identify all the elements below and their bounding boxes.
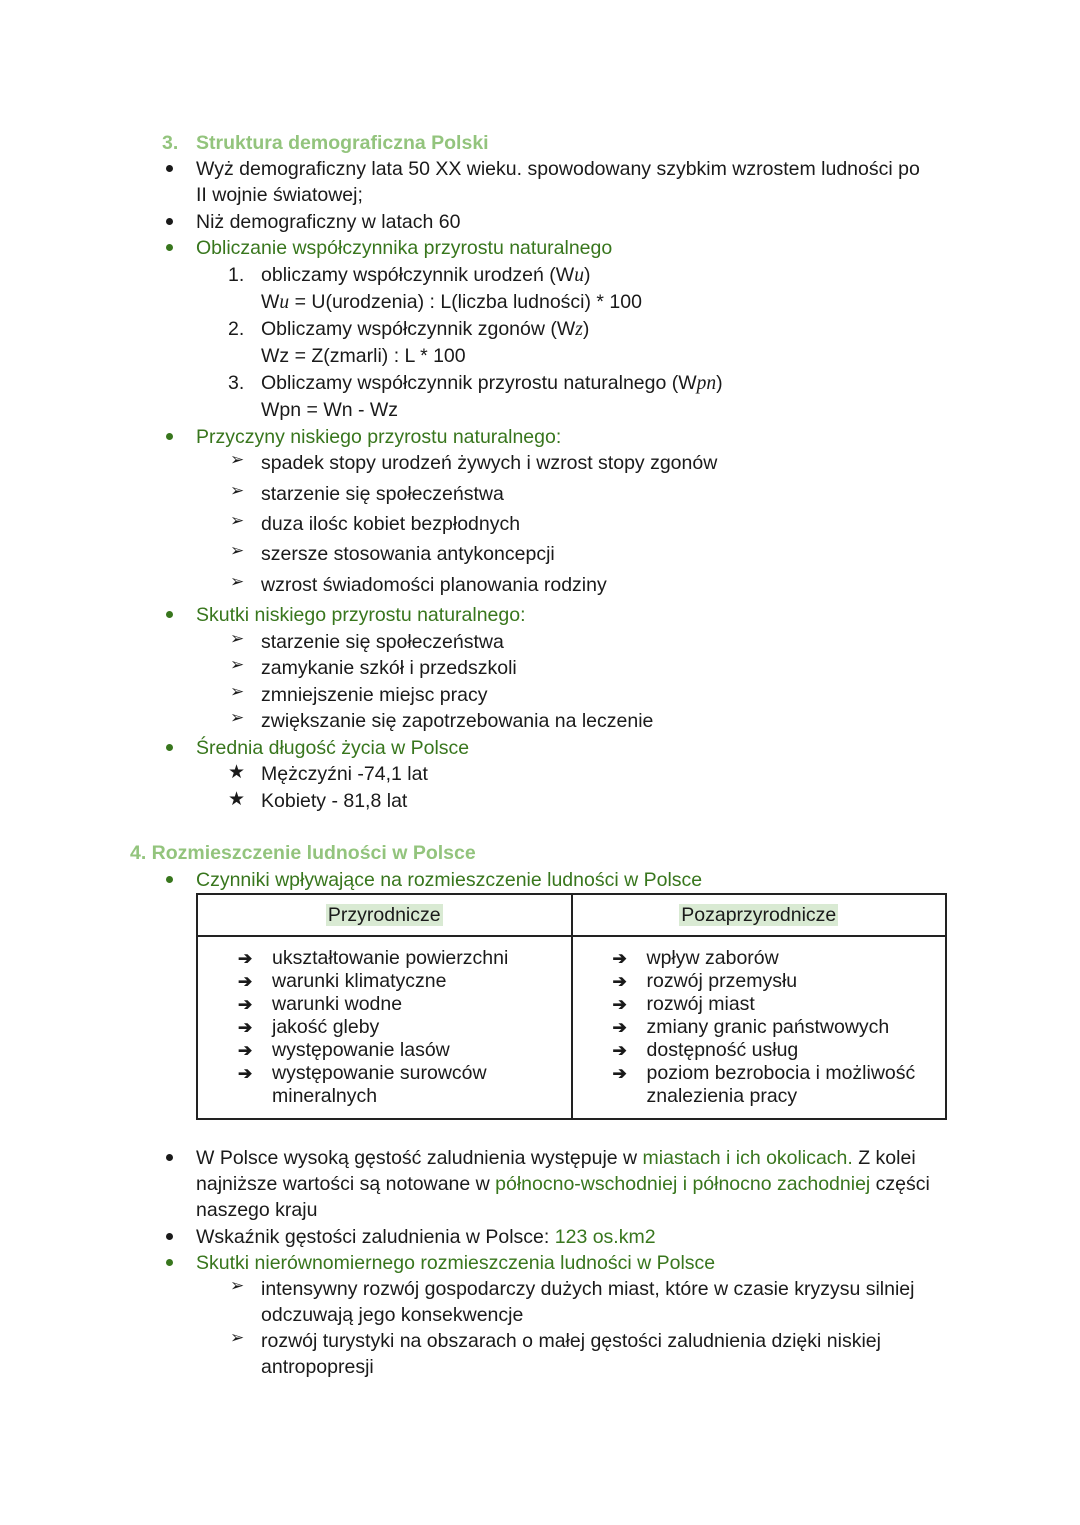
- list-item: [613, 1039, 946, 1062]
- right-arrow-icon: ➔: [612, 1064, 627, 1083]
- list-item: [613, 947, 946, 970]
- step-3-label: Obliczamy współczynnik przyrostu naturalnego (W: [261, 372, 697, 394]
- bullet-icon: [166, 876, 173, 883]
- arrowhead-icon: ➢: [230, 541, 245, 560]
- item-text: jakość gleby: [272, 1016, 380, 1038]
- step-3-close: ): [716, 372, 723, 394]
- list-item: [613, 1016, 946, 1039]
- bullet-icon: [166, 611, 173, 618]
- right-arrow-icon: ➔: [238, 1041, 253, 1060]
- gestosc-line-2: [196, 1171, 930, 1197]
- right-arrow-icon: ➔: [612, 949, 627, 968]
- table-cell-przyrodnicze: [197, 936, 572, 1119]
- przyrodnicze-list: [198, 937, 571, 1118]
- skutki-rozmieszczenia-title: Skutki nierównomiernego rozmieszczenia ludności w Polsce: [196, 1252, 716, 1274]
- right-arrow-icon: ➔: [612, 972, 627, 991]
- right-arrow-icon: ➔: [238, 995, 253, 1014]
- right-arrow-icon: ➔: [238, 972, 253, 991]
- bullet-wyz-cont: II wojnie światowej;: [196, 184, 363, 206]
- list-item: [238, 947, 571, 970]
- przyczyna-item: szersze stosowania antykoncepcji: [261, 543, 555, 565]
- arrowhead-icon: ➢: [230, 511, 245, 530]
- text: najniższe wartości są notowane w: [196, 1173, 496, 1195]
- right-arrow-icon: ➔: [238, 1064, 253, 1083]
- item-text: dostępność usług: [646, 1039, 799, 1061]
- bullet-icon: [166, 1233, 173, 1240]
- highlight-text: miastach i ich okolicach.: [642, 1147, 853, 1169]
- dlugosc-item-men: Mężczyźni -74,1 lat: [261, 763, 428, 785]
- section-4-title: 4. Rozmieszczenie ludności w Polsce: [130, 842, 476, 864]
- step-1-text: [261, 262, 590, 289]
- step-2-formula: Wz = Z(zmarli) : L * 100: [261, 345, 466, 367]
- text: Z kolei: [852, 1147, 916, 1169]
- przyczyny-title: Przyczyny niskiego przyrostu naturalnego:: [196, 426, 562, 448]
- table-cell-pozaprzyrodnicze: [572, 936, 947, 1119]
- skutek-item: zamykanie szkół i przedszkoli: [261, 657, 517, 679]
- step-1-math: u: [574, 265, 584, 286]
- header-label: Pozaprzyrodnicze: [681, 903, 837, 926]
- step-2-close: ): [582, 318, 590, 340]
- step-1-label: obliczamy współczynnik urodzeń (W: [261, 264, 575, 286]
- right-arrow-icon: ➔: [238, 949, 253, 968]
- step-1-formula: [261, 289, 642, 316]
- arrowhead-icon: ➢: [230, 629, 245, 648]
- item-text: warunki klimatyczne: [272, 970, 447, 992]
- czynniki-title: Czynniki wpływające na rozmieszczenie ludności w Polsce: [196, 869, 703, 891]
- bullet-icon: [166, 433, 173, 440]
- arrowhead-icon: ➢: [230, 450, 245, 469]
- text: W Polsce wysoką gęstość zaludnienia występuje w: [196, 1147, 643, 1169]
- step-3-formula: Wpn = Wn - Wz: [261, 399, 399, 421]
- bullet-icon: [166, 244, 173, 251]
- item-text: zmiany granic państwowych: [646, 1016, 890, 1038]
- skutek-rozm-1-line-2: odczuwają jego konsekwencje: [261, 1304, 524, 1326]
- dlugosc-item-women: Kobiety - 81,8 lat: [261, 790, 408, 812]
- wskaznik-line: [196, 1224, 656, 1250]
- step-3-math: pn: [696, 373, 717, 394]
- arrowhead-icon: ➢: [230, 572, 245, 591]
- right-arrow-icon: ➔: [238, 1018, 253, 1037]
- factors-table: [196, 893, 947, 1120]
- bullet-icon: [166, 165, 173, 172]
- step-1-number: 1.: [228, 264, 245, 286]
- section-3-number: 3.: [162, 132, 179, 154]
- step-1-close: ): [583, 264, 591, 286]
- bullet-icon: [166, 1259, 173, 1266]
- formula-rest: = U(urodzenia) : L(liczba ludności) * 100: [289, 291, 642, 313]
- step-2-label: Obliczamy współczynnik zgonów (W: [261, 318, 576, 340]
- item-text: występowanie surowców mineralnych: [272, 1062, 487, 1107]
- item-text: rozwój miast: [646, 993, 755, 1015]
- item-text: występowanie lasów: [272, 1039, 450, 1061]
- skutek-item: zwiększanie się zapotrzebowania na leczenie: [261, 710, 654, 732]
- gestosc-line-1: [196, 1145, 916, 1171]
- bullet-wyz: Wyż demograficzny lata 50 XX wieku. spowodowany szybkim wzrostem ludności po: [196, 158, 920, 180]
- item-text: ukształtowanie powierzchni: [272, 947, 509, 969]
- list-item: [238, 1016, 571, 1039]
- wskaznik-value: 123 os.km2: [554, 1226, 656, 1248]
- dlugosc-title: Średnia długość życia w Polsce: [196, 737, 470, 759]
- step-3-text: [261, 370, 723, 397]
- item-text: poziom bezrobocia i możliwość znalezienia pracy: [646, 1062, 916, 1107]
- arrowhead-icon: ➢: [230, 682, 245, 701]
- list-item: [238, 1039, 571, 1062]
- skutek-item: zmniejszenie miejsc pracy: [261, 684, 488, 706]
- gestosc-line-3: naszego kraju: [196, 1199, 318, 1221]
- arrowhead-icon: ➢: [230, 655, 245, 674]
- list-item: [613, 1062, 937, 1108]
- list-item: [238, 1062, 502, 1108]
- list-item: [238, 993, 571, 1016]
- skutki-title: Skutki niskiego przyrostu naturalnego:: [196, 604, 526, 626]
- star-icon: ★: [228, 762, 246, 783]
- arrowhead-icon: ➢: [230, 1276, 245, 1295]
- star-icon: ★: [228, 789, 246, 810]
- skutek-item: starzenie się społeczeństwa: [261, 631, 504, 653]
- bullet-icon: [166, 218, 173, 225]
- table-header-przyrodnicze: [197, 894, 572, 936]
- formula-w: W: [261, 291, 280, 313]
- step-2-math: z: [575, 319, 583, 340]
- text: części: [870, 1173, 930, 1195]
- step-2-text: [261, 316, 589, 343]
- arrowhead-icon: ➢: [230, 708, 245, 727]
- item-text: wpływ zaborów: [646, 947, 779, 969]
- skutek-rozm-1-line-1: intensywny rozwój gospodarczy dużych miast, które w czasie kryzysu silniej: [261, 1278, 915, 1300]
- przyczyna-item: spadek stopy urodzeń żywych i wzrost stopy zgonów: [261, 452, 718, 474]
- przyczyna-item: wzrost świadomości planowania rodziny: [261, 574, 607, 596]
- item-text: rozwój przemysłu: [646, 970, 798, 992]
- skutek-rozm-2-line-1: rozwój turystyki na obszarach o małej gęstości zaludnienia dzięki niskiej: [261, 1330, 881, 1352]
- bullet-obliczanie: Obliczanie współczynnika przyrostu naturalnego: [196, 237, 613, 259]
- bullet-niz: Niż demograficzny w latach 60: [196, 211, 461, 233]
- arrowhead-icon: ➢: [230, 481, 245, 500]
- list-item: [613, 970, 946, 993]
- formula-math: u: [279, 292, 290, 313]
- list-item: [238, 970, 571, 993]
- right-arrow-icon: ➔: [612, 1018, 627, 1037]
- skutek-rozm-2-line-2: antropopresji: [261, 1356, 374, 1378]
- table-header-row: [197, 894, 946, 936]
- pozaprzyrodnicze-list: [573, 937, 946, 1118]
- table-row: [197, 936, 946, 1119]
- arrowhead-icon: ➢: [230, 1328, 245, 1347]
- step-3-number: 3.: [228, 372, 245, 394]
- table-header-pozaprzyrodnicze: [572, 894, 947, 936]
- step-2-number: 2.: [228, 318, 245, 340]
- bullet-icon: [166, 744, 173, 751]
- przyczyna-item: starzenie się społeczeństwa: [261, 483, 504, 505]
- header-label: Przyrodnicze: [327, 903, 441, 926]
- section-3-title: Struktura demograficzna Polski: [196, 132, 489, 154]
- bullet-icon: [166, 1154, 173, 1161]
- przyczyna-item: duza ilośc kobiet bezpłodnych: [261, 513, 521, 535]
- right-arrow-icon: ➔: [612, 1041, 627, 1060]
- right-arrow-icon: ➔: [612, 995, 627, 1014]
- item-text: warunki wodne: [272, 993, 403, 1015]
- highlight-text: północno-wschodniej i północno zachodniej: [495, 1173, 871, 1195]
- wskaznik-label: Wskaźnik gęstości zaludnienia w Polsce:: [196, 1226, 555, 1248]
- list-item: [613, 993, 946, 1016]
